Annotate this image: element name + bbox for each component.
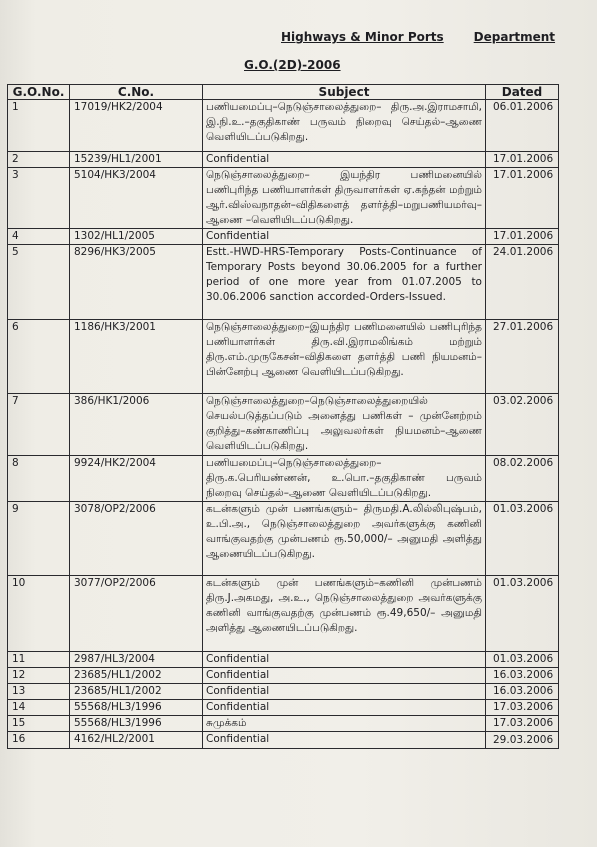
dated-cell: 01.03.2006 xyxy=(486,652,559,668)
c-number-cell: 23685/HL1/2002 xyxy=(70,684,203,700)
subject-cell: கடன்களும் முன் பணங்களும்–கணினி முன்பணம் திரு.J.அகமது, அ.உ., நெடுஞ்சாலைத்துறை அவர்களுக்கு கணினி வாங்குவதற்கு முன்பணம் ரூ.49,650/– அனுமதி அளித்து ஆணையிடப்படுகிறது. xyxy=(203,576,486,652)
go-number-cell: 3 xyxy=(8,168,70,229)
dated-cell: 17.01.2006 xyxy=(486,152,559,168)
go-number-cell: 4 xyxy=(8,229,70,245)
orders-table xyxy=(7,84,559,749)
table-row xyxy=(8,456,559,502)
table-header-row xyxy=(8,85,559,100)
subject-cell: பணியமைப்பு–நெடுஞ்சாலைத்துறை– திரு.க.பெரியண்ணன், உ.பொ.–தகுதிகாண் பருவம் நிறைவு செய்தல்–ஆணை வெளியிடப்படுகிறது. xyxy=(203,456,486,502)
subject-cell: Confidential xyxy=(203,684,486,700)
go-number-cell: 16 xyxy=(8,732,70,749)
dated-cell: 06.01.2006 xyxy=(486,100,559,152)
table-body xyxy=(8,100,559,749)
header-dated: Dated xyxy=(486,85,559,100)
table-row xyxy=(8,502,559,576)
go-number-cell: 9 xyxy=(8,502,70,576)
dated-cell: 01.03.2006 xyxy=(486,502,559,576)
go-number-cell: 6 xyxy=(8,320,70,394)
subject-cell: Confidential xyxy=(203,229,486,245)
dated-cell: 17.01.2006 xyxy=(486,168,559,229)
go-number-cell: 10 xyxy=(8,576,70,652)
c-number-cell: 55568/HL3/1996 xyxy=(70,716,203,732)
subject-cell: Confidential xyxy=(203,152,486,168)
table-row xyxy=(8,716,559,732)
department-name: Highways & Minor Ports xyxy=(281,30,444,44)
c-number-cell: 4162/HL2/2001 xyxy=(70,732,203,749)
c-number-cell: 2987/HL3/2004 xyxy=(70,652,203,668)
table-row xyxy=(8,700,559,716)
go-number-cell: 11 xyxy=(8,652,70,668)
department-label: Department xyxy=(473,30,556,44)
subject-cell: Estt.-HWD-HRS-Temporary Posts-Continuance of Temporary Posts beyond 30.06.2005 for a further period of one more year from 01.07.2005 to 30.06.2006 sanction accorded-Orders-Issued. xyxy=(203,245,486,320)
table-row xyxy=(8,732,559,749)
c-number-cell: 1302/HL1/2005 xyxy=(70,229,203,245)
subject-cell: Confidential xyxy=(203,732,486,749)
table-row xyxy=(8,684,559,700)
department-heading xyxy=(281,30,555,44)
c-number-cell: 17019/HK2/2004 xyxy=(70,100,203,152)
c-number-cell: 55568/HL3/1996 xyxy=(70,700,203,716)
table-row xyxy=(8,394,559,456)
table-row xyxy=(8,229,559,245)
subject-cell: Confidential xyxy=(203,668,486,684)
dated-cell: 03.02.2006 xyxy=(486,394,559,456)
dated-cell: 01.03.2006 xyxy=(486,576,559,652)
subject-cell: நெடுஞ்சாலைத்துறை– இயந்திர பணிமனையில் பணிபுரிந்த பணியாளர்கள் திருவாளர்கள் ஏ.கந்தன் மற்றும் ஆர்.விஸ்வநாதன்–விதிகளைத் தளர்த்தி–மறுபணியமர்வு–ஆணை –வெளியிடப்படுகிறது. xyxy=(203,168,486,229)
subject-cell: சுமுக்கம் xyxy=(203,716,486,732)
go-title: G.O.(2D)-2006 xyxy=(244,58,341,72)
table-row xyxy=(8,652,559,668)
table-row xyxy=(8,245,559,320)
table-row xyxy=(8,100,559,152)
go-number-cell: 2 xyxy=(8,152,70,168)
go-number-cell: 7 xyxy=(8,394,70,456)
table-row xyxy=(8,576,559,652)
c-number-cell: 15239/HL1/2001 xyxy=(70,152,203,168)
subject-cell: பணியமைப்பு–நெடுஞ்சாலைத்துறை– திரு.அ.இராமசாமி, இ.நி.உ.–தகுதிகாண் பருவம் நிறைவு செய்தல்–ஆணை வெளியிடப்படுகிறது. xyxy=(203,100,486,152)
c-number-cell: 386/HK1/2006 xyxy=(70,394,203,456)
go-number-cell: 14 xyxy=(8,700,70,716)
go-number-cell: 1 xyxy=(8,100,70,152)
dated-cell: 17.01.2006 xyxy=(486,229,559,245)
header-go-no: G.O.No. xyxy=(8,85,70,100)
c-number-cell: 23685/HL1/2002 xyxy=(70,668,203,684)
go-number-cell: 5 xyxy=(8,245,70,320)
subject-cell: நெடுஞ்சாலைத்துறை–நெடுஞ்சாலைத்துறையில் செயல்படுத்தப்படும் அனைத்து பணிகள் – முன்னேற்றம் குறித்து–கண்காணிப்பு அலுவலர்கள் நியமனம்–ஆணை வெளியிடப்படுகிறது. xyxy=(203,394,486,456)
dated-cell: 16.03.2006 xyxy=(486,668,559,684)
table-row xyxy=(8,152,559,168)
subject-cell: நெடுஞ்சாலைத்துறை–இயந்திர பணிமனையில் பணிபுரிந்த பணியாளர்கள் திரு.வி.இராமலிங்கம் மற்றும் திரு.எம்.முருகேசன்–விதிகளை தளர்த்தி பணி நியமனம்–பின்னேற்பு ஆணை வெளியிடப்படுகிறது. xyxy=(203,320,486,394)
subject-cell: Confidential xyxy=(203,652,486,668)
c-number-cell: 3078/OP2/2006 xyxy=(70,502,203,576)
header-c-no: C.No. xyxy=(70,85,203,100)
dated-cell: 29.03.2006 xyxy=(486,732,559,749)
go-number-cell: 12 xyxy=(8,668,70,684)
c-number-cell: 9924/HK2/2004 xyxy=(70,456,203,502)
c-number-cell: 1186/HK3/2001 xyxy=(70,320,203,394)
c-number-cell: 3077/OP2/2006 xyxy=(70,576,203,652)
go-number-cell: 15 xyxy=(8,716,70,732)
dated-cell: 08.02.2006 xyxy=(486,456,559,502)
table-row xyxy=(8,168,559,229)
dated-cell: 17.03.2006 xyxy=(486,716,559,732)
go-number-cell: 13 xyxy=(8,684,70,700)
go-number-cell: 8 xyxy=(8,456,70,502)
table-row xyxy=(8,320,559,394)
dated-cell: 16.03.2006 xyxy=(486,684,559,700)
dated-cell: 27.01.2006 xyxy=(486,320,559,394)
dated-cell: 24.01.2006 xyxy=(486,245,559,320)
subject-cell: Confidential xyxy=(203,700,486,716)
c-number-cell: 8296/HK3/2005 xyxy=(70,245,203,320)
dated-cell: 17.03.2006 xyxy=(486,700,559,716)
subject-cell: கடன்களும் முன் பணங்களும்– திருமதி.A.லில்லிபுஷ்பம், உ.பி.அ., நெடுஞ்சாலைத்துறை அவர்களுக்கு கணினி வாங்குவதற்கு முன்பணம் ரூ.50,000/– அனுமதி அளித்து ஆணையிடப்படுகிறது. xyxy=(203,502,486,576)
table-row xyxy=(8,668,559,684)
header-subject: Subject xyxy=(203,85,486,100)
c-number-cell: 5104/HK3/2004 xyxy=(70,168,203,229)
